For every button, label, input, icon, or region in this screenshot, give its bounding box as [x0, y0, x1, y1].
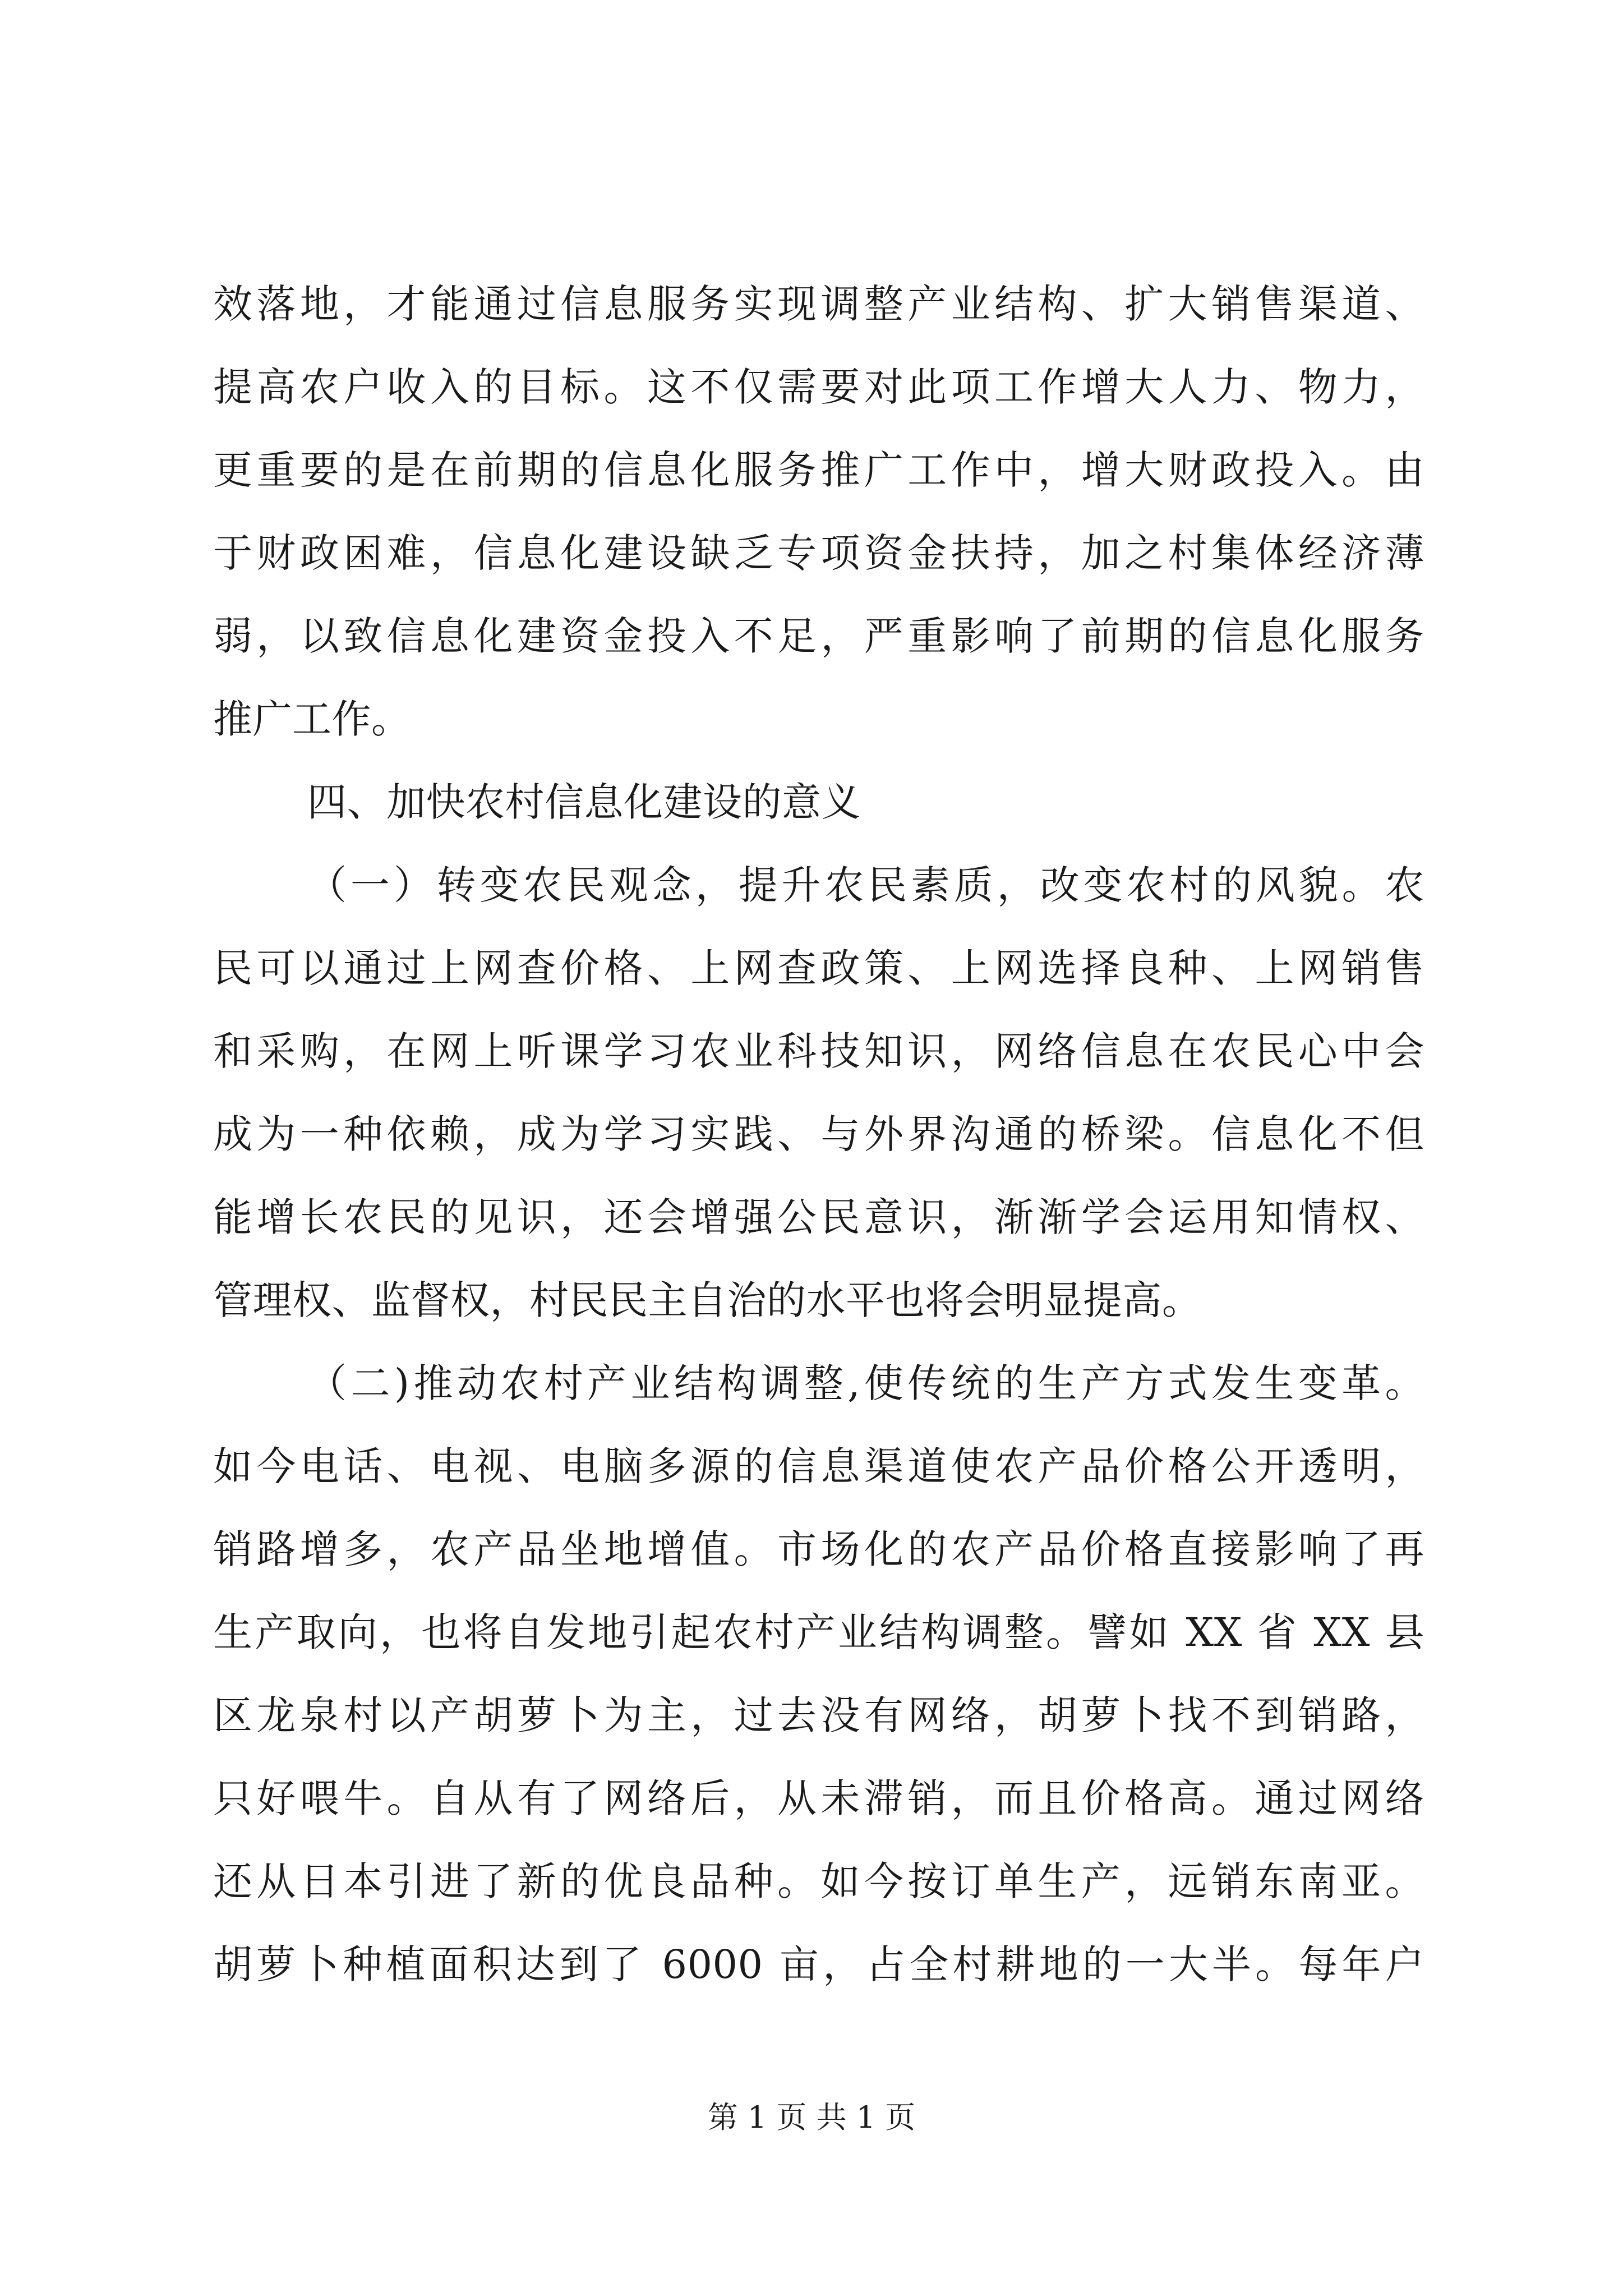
text-line: （二)推动农村产业结构调整,使传统的生产方式发生变革。	[307, 1360, 1424, 1406]
text-line: 胡萝卜种植面积达到了 6000 亩，占全村耕地的一大半。每年户	[213, 1941, 1424, 1987]
text-line: 生产取向，也将自发地引起农村产业结构调整。譬如 XX 省 XX 县	[213, 1609, 1424, 1655]
text-line: 提高农户收入的目标。这不仅需要对此项工作增大人力、物力，	[213, 364, 1424, 410]
text-line: 还从日本引进了新的优良品种。如今按订单生产，远销东南亚。	[213, 1858, 1424, 1904]
text-line: 区龙泉村以产胡萝卜为主，过去没有网络，胡萝卜找不到销路，	[213, 1692, 1424, 1738]
section-heading: 四、加快农村信息化建设的意义	[307, 779, 861, 825]
text-line: 弱，以致信息化建资金投入不足，严重影响了前期的信息化服务	[213, 613, 1424, 659]
text-line: 管理权、监督权，村民民主自治的水平也将会明显提高。	[213, 1277, 1202, 1323]
text-line: 效落地，才能通过信息服务实现调整产业结构、扩大销售渠道、	[213, 281, 1424, 327]
body-text	[213, 263, 1424, 2006]
text-line: 成为一种依赖，成为学习实践、与外界沟通的桥梁。信息化不但	[213, 1111, 1424, 1157]
text-line: 和采购，在网上听课学习农业科技知识，网络信息在农民心中会	[213, 1028, 1424, 1074]
text-line: 能增长农民的见识，还会增强公民意识，渐渐学会运用知情权、	[213, 1194, 1424, 1240]
text-line: 销路增多，农产品坐地增值。市场化的农产品价格直接影响了再	[213, 1526, 1424, 1572]
page-footer: 第 1 页 共 1 页	[707, 2100, 916, 2135]
text-line: 只好喂牛。自从有了网络后，从未滞销，而且价格高。通过网络	[213, 1775, 1424, 1821]
text-line: 推广工作。	[213, 696, 411, 742]
text-line: 如今电话、电视、电脑多源的信息渠道使农产品价格公开透明，	[213, 1443, 1424, 1489]
text-line: 民可以通过上网查价格、上网查政策、上网选择良种、上网销售	[213, 945, 1424, 991]
text-line: 于财政困难，信息化建设缺乏专项资金扶持，加之村集体经济薄	[213, 530, 1424, 576]
text-line: 更重要的是在前期的信息化服务推广工作中，增大财政投入。由	[213, 447, 1424, 493]
text-line: （一）转变农民观念，提升农民素质，改变农村的风貌。农	[307, 862, 1424, 908]
